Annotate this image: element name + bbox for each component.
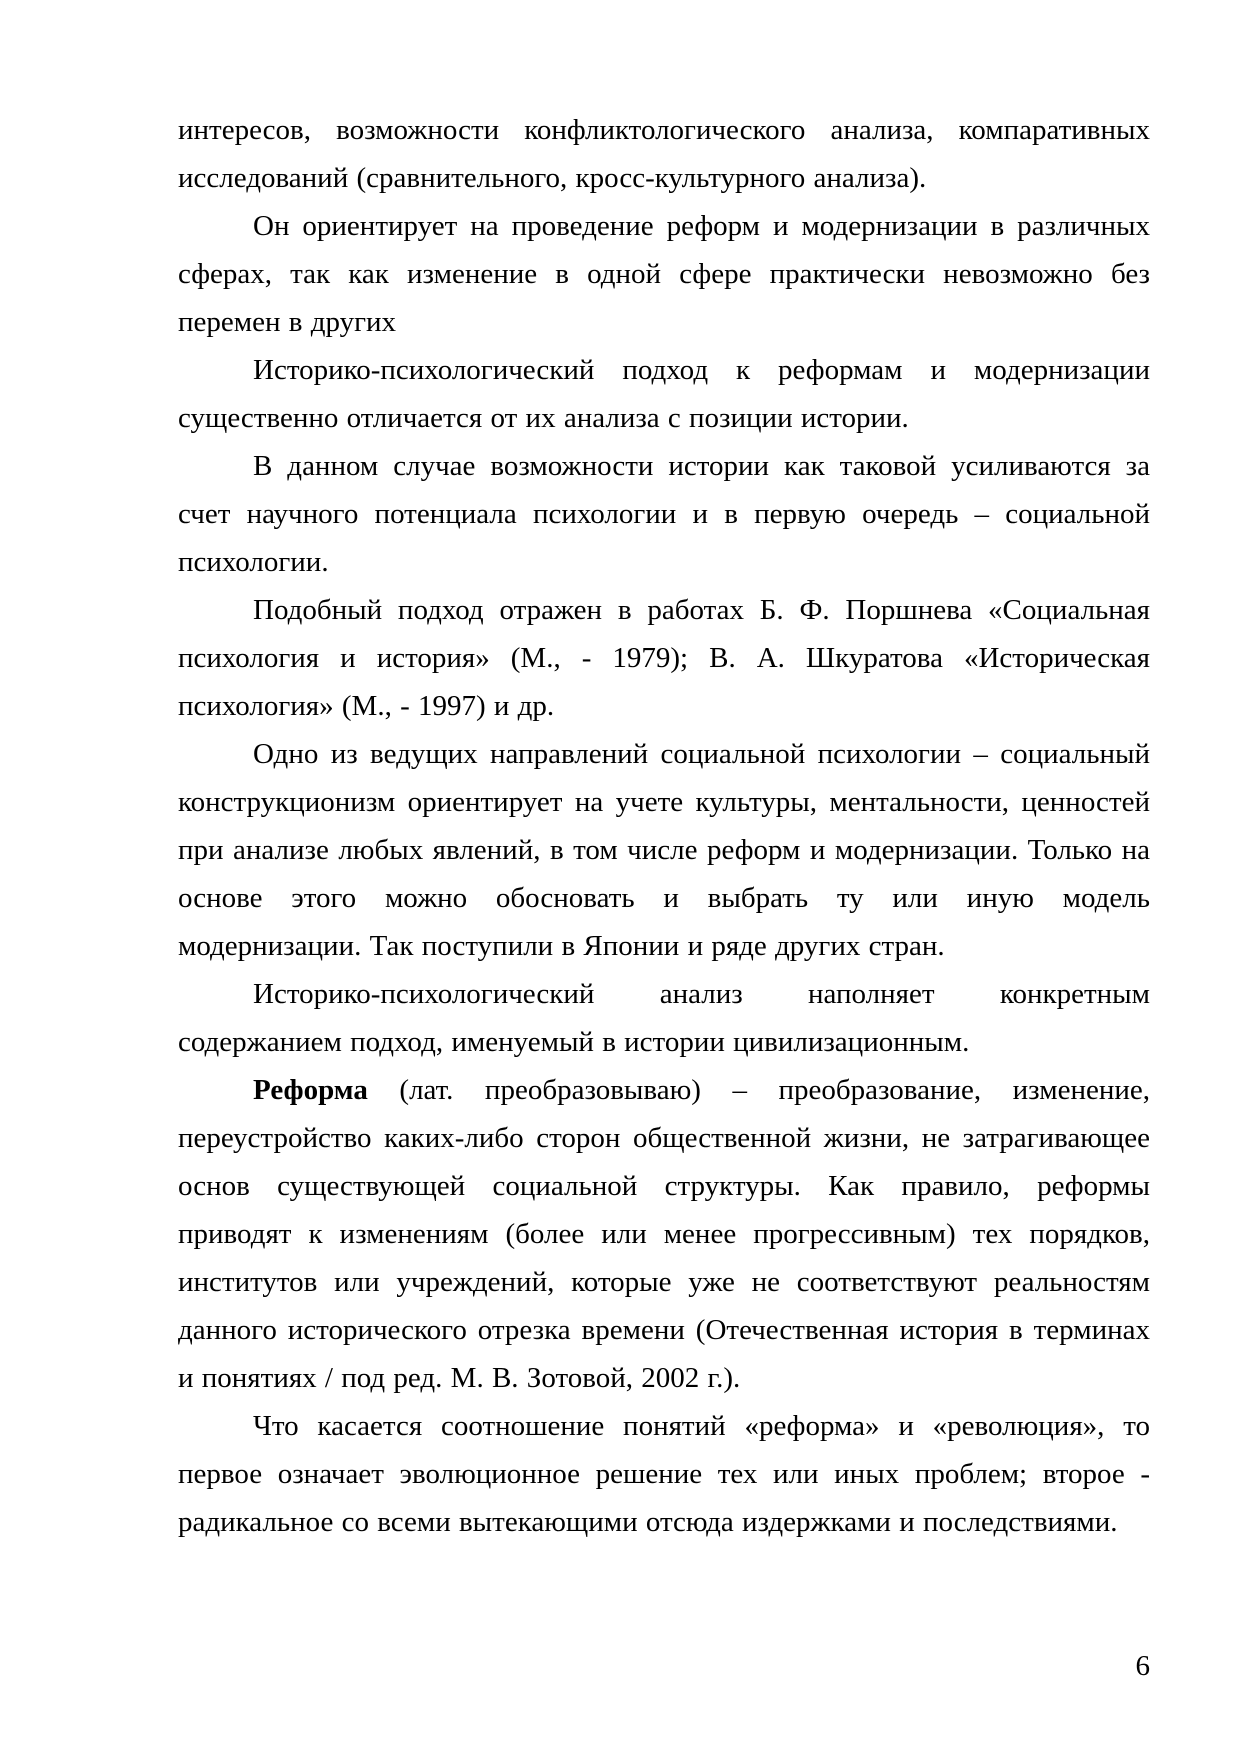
- paragraph-definition-reforma: [178, 1066, 1150, 1402]
- paragraph: Он ориентирует на проведение реформ и модернизации в различных сферах, так как изменение в одной сфере практически невозможно без перемен в других: [178, 210, 1150, 338]
- paragraph: Одно из ведущих направлений социальной психологии – социальный конструкционизм ориентирует на учете культуры, ментальности, ценностей при анализе любых явлений, в том числе реформ и модернизации. Только на основе этого можно обосновать и выбрать ту или иную модель модернизации. Так поступили в Японии и ряде других стран.: [178, 738, 1150, 962]
- paragraph: Что касается соотношение понятий «реформа» и «революция», то первое означает эволюционное решение тех или иных проблем; второе - радикальное со всеми вытекающими отсюда издержками и последствиями.: [178, 1410, 1150, 1538]
- paragraph: Историко-психологический подход к реформам и модернизации существенно отличается от их анализа с позиции истории.: [178, 354, 1150, 434]
- paragraph: Подобный подход отражен в работах Б. Ф. Поршнева «Социальная психология и история» (М., - 1979); В. А. Шкуратова «Историческая психология» (М., - 1997) и др.: [178, 594, 1150, 722]
- paragraph: Историко-психологический анализ наполняет конкретным содержанием подход, именуемый в истории цивилизационным.: [178, 978, 1150, 1058]
- document-body: [178, 106, 1150, 1546]
- paragraph: интересов, возможности конфликтологического анализа, компаративных исследований (сравнительного, кросс-культурного анализа).: [178, 114, 1150, 194]
- page-number: 6: [1135, 1650, 1150, 1682]
- paragraph-text: (лат. преобразовываю) – преобразование, изменение, переустройство каких-либо сторон общественной жизни, не затрагивающее основ существующей социальной структуры. Как правило, реформы приводят к изменениям (более или менее прогрессивным) тех порядков, институтов или учреждений, которые уже не соответствуют реальностям данного исторического отрезка времени (Отечественная история в терминах и понятиях / под ред. М. В. Зотовой, 2002 г.).: [178, 1074, 1150, 1394]
- paragraph: В данном случае возможности истории как таковой усиливаются за счет научного потенциала психологии и в первую очередь – социальной психологии.: [178, 450, 1150, 578]
- term-reforma: Реформа: [253, 1074, 368, 1106]
